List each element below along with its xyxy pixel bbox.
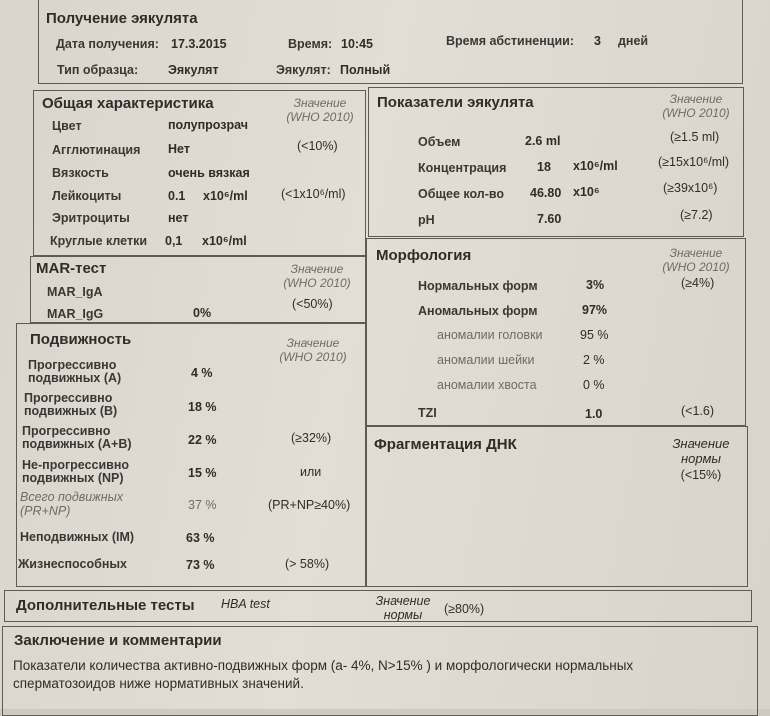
indicators-row-ref: (≥1.5 ml) [670, 130, 720, 144]
morphology-row-value: 95 % [580, 328, 609, 342]
motility-row-label: Неподвижных (IM) [20, 530, 135, 544]
conclusion-line-1: Показатели количества активно-подвижных форм (а- 4%, N>15% ) и морфологически нормальных [13, 658, 634, 673]
general-row-ref: (<10%) [297, 139, 338, 153]
motility-row-label-2: подвижных (B) [24, 404, 118, 418]
indicators-row-unit: x10⁶/ml [573, 159, 618, 173]
motility-row-label: Жизнеспособных [18, 557, 127, 571]
general-row-label: Лейкоциты [52, 189, 122, 203]
general-row-value: 0.1 [168, 189, 186, 203]
motility-row-ref: или [300, 465, 322, 479]
abstinence-unit: дней [618, 34, 649, 48]
motility-row-value: 4 % [191, 366, 213, 380]
general-row-value: Нет [168, 142, 190, 156]
morphology-ref-header-1: Значение [669, 246, 723, 260]
motility-row-value: 22 % [188, 433, 217, 447]
mar-ref-header-1: Значение [290, 262, 344, 276]
extra-ref-header-2: нормы [383, 608, 423, 622]
motility-row-value: 37 % [188, 498, 217, 512]
motility-row-label: Всего подвижных [20, 490, 124, 504]
conclusion-title: Заключение и комментарии [14, 632, 222, 649]
mar-ref-header-2: (WHO 2010) [283, 276, 351, 290]
morphology-row-value: 0 % [583, 378, 605, 392]
morphology-row-label: Аномальных форм [418, 304, 538, 318]
morphology-row-value: 97% [582, 303, 608, 317]
general-row-label: Цвет [52, 119, 82, 133]
general-row-ref: (<1x10⁶/ml) [281, 187, 346, 201]
date-label: Дата получения: [56, 37, 159, 51]
ejaculate-value: Полный [340, 63, 391, 77]
extra-test-name: HBA test [221, 597, 270, 611]
conclusion-line-2: сперматозоидов ниже нормативных значений. [13, 676, 304, 691]
general-row-unit: x10⁶/ml [203, 189, 248, 203]
motility-row-label-2: подвижных (NP) [22, 471, 124, 485]
time-value: 10:45 [341, 37, 373, 51]
morphology-row-label: аномалии головки [437, 328, 543, 342]
date-value: 17.3.2015 [171, 37, 227, 51]
general-ref-header-1: Значение [293, 96, 347, 110]
general-row-label: Эритроциты [52, 211, 130, 225]
motility-title: Подвижность [30, 331, 132, 348]
dna-ref-header-2: нормы [681, 451, 721, 466]
indicators-row-unit: x10⁶ [573, 185, 600, 199]
morphology-row-ref: (≥4%) [681, 276, 715, 290]
mar-iga-label: MAR_IgA [47, 285, 103, 299]
general-row-label: Вязкость [52, 166, 109, 180]
mar-igg-ref: (<50%) [292, 297, 333, 311]
general-row-value: нет [168, 211, 189, 225]
dna-title: Фрагментация ДНК [374, 436, 517, 453]
indicators-row-ref: (≥15x10⁶/ml) [658, 155, 730, 169]
motility-ref-header-1: Значение [286, 336, 340, 350]
indicators-row-label: pH [418, 213, 435, 227]
motility-ref-header-2: (WHO 2010) [279, 350, 347, 364]
morphology-row-value: 2 % [583, 353, 605, 367]
mar-igg-value: 0% [193, 306, 212, 320]
general-title: Общая характеристика [42, 95, 214, 112]
abstinence-label: Время абстиненции: [446, 34, 574, 48]
indicators-row-label: Концентрация [418, 161, 507, 175]
indicators-title: Показатели эякулята [377, 94, 534, 111]
mar-title: MAR-тест [36, 260, 107, 277]
motility-row-label: Не-прогрессивно [22, 458, 130, 472]
motility-row-value: 18 % [188, 400, 217, 414]
motility-row-ref: (≥32%) [291, 431, 332, 445]
extra-ref-header-1: Значение [375, 594, 431, 608]
morphology-ref-header-2: (WHO 2010) [662, 260, 730, 274]
general-row-label: Агглютинация [52, 143, 141, 157]
morphology-row-label: аномалии шейки [437, 353, 535, 367]
motility-row-label-2: подвижных (A+B) [22, 437, 132, 451]
dna-ref-header-1: Значение [672, 436, 730, 451]
indicators-ref-header-1: Значение [669, 92, 723, 106]
morphology-row-value: 3% [586, 278, 605, 292]
receipt-title: Получение эякулята [46, 10, 198, 27]
mar-igg-label: MAR_IgG [47, 307, 104, 321]
indicators-row-ref: (≥7.2) [680, 208, 713, 222]
morphology-row-ref: (<1.6) [681, 404, 715, 418]
abstinence-value: 3 [594, 34, 601, 48]
general-row-value: очень вязкая [168, 166, 250, 180]
indicators-row-value: 7.60 [537, 212, 562, 226]
motility-row-value: 63 % [186, 531, 215, 545]
indicators-row-value: 46.80 [530, 186, 562, 200]
motility-row-value: 73 % [186, 558, 215, 572]
motility-row-ref: (PR+NP≥40%) [268, 498, 351, 512]
general-row-unit: x10⁶/ml [202, 234, 247, 248]
indicators-row-ref: (≥39x10⁶) [663, 181, 718, 195]
morphology-title: Морфология [376, 247, 472, 264]
morphology-row-label: Нормальных форм [418, 279, 538, 293]
sample-type-value: Эякулят [168, 63, 219, 77]
motility-row-label: Прогрессивно [28, 358, 117, 372]
motility-row-label: Прогрессивно [22, 424, 111, 438]
morphology-row-label: TZI [418, 406, 437, 420]
motility-row-label-2: (PR+NP) [20, 504, 71, 518]
indicators-ref-header-2: (WHO 2010) [662, 106, 730, 120]
dna-ref: (<15%) [680, 468, 722, 482]
indicators-row-label: Объем [418, 135, 461, 149]
indicators-row-value: 18 [537, 160, 551, 174]
sample-type-label: Тип образца: [57, 63, 139, 77]
motility-row-ref: (> 58%) [285, 557, 330, 571]
morphology-row-value: 1.0 [585, 407, 603, 421]
extra-ref: (≥80%) [444, 602, 485, 616]
motility-row-label: Прогрессивно [24, 391, 113, 405]
general-row-value: полупрозрач [168, 118, 249, 132]
indicators-row-label: Общее кол-во [418, 187, 505, 201]
general-row-value: 0,1 [165, 234, 183, 248]
time-label: Время: [288, 37, 333, 51]
indicators-row-value: 2.6 ml [525, 134, 561, 148]
general-ref-header-2: (WHO 2010) [286, 110, 354, 124]
morphology-row-label: аномалии хвоста [437, 378, 537, 392]
general-row-label: Круглые клетки [50, 234, 148, 248]
motility-row-label-2: подвижных (A) [28, 371, 122, 385]
ejaculate-label: Эякулят: [276, 63, 331, 77]
extra-title: Дополнительные тесты [16, 597, 195, 614]
motility-row-value: 15 % [188, 466, 217, 480]
